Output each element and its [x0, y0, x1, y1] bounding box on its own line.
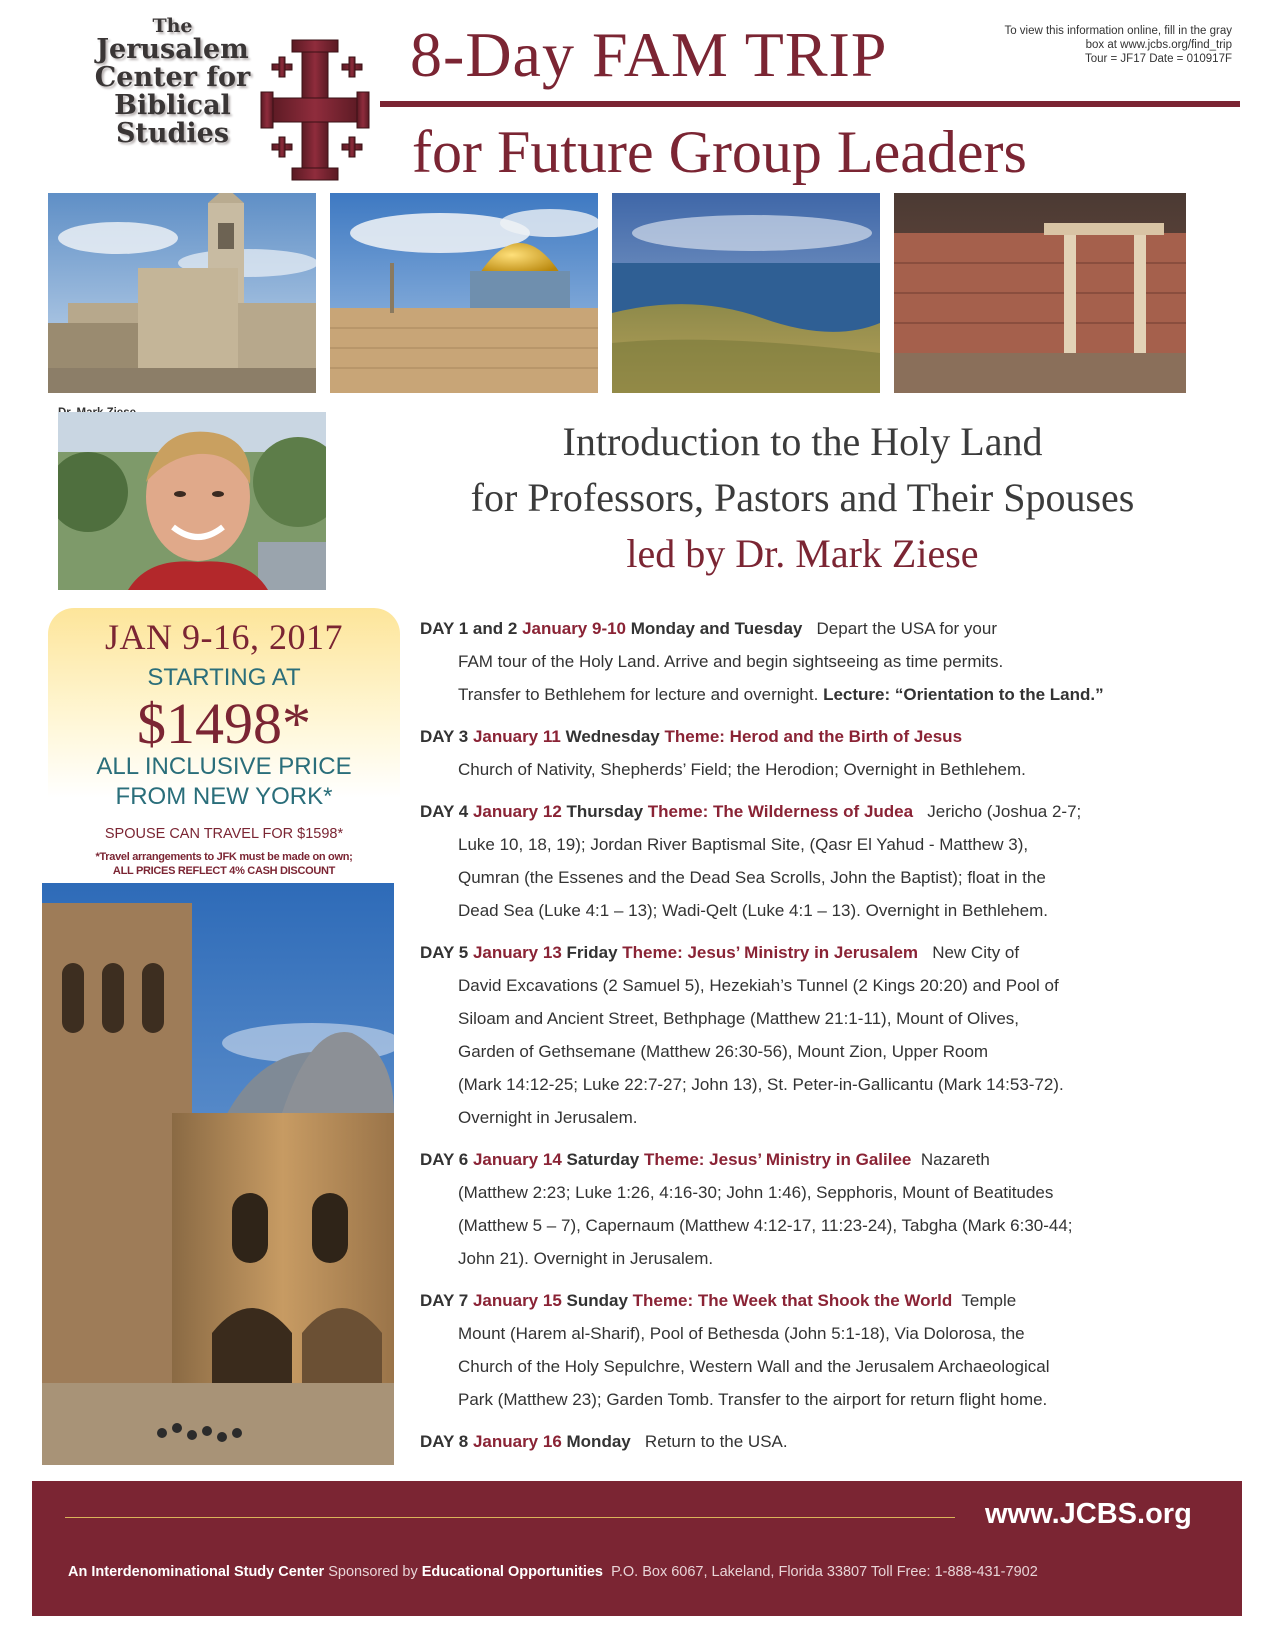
itinerary-day-7	[420, 1284, 1210, 1416]
online-note-line-2: box at www.jcbs.org/find_trip	[1085, 39, 1232, 51]
logo-line-biblical: Biblical	[114, 90, 231, 121]
day-label: DAY 1 and 2	[420, 619, 518, 638]
day-date: January 11	[472, 727, 561, 746]
day-text: (Matthew 5 – 7), Capernaum (Matthew 4:12-17, 11:23-24), Tabgha (Mark 6:30-44;	[458, 1216, 1073, 1235]
price-amount: $1498*	[137, 691, 311, 756]
logo-line-the: The	[152, 15, 193, 37]
day-text: Siloam and Ancient Street, Bethphage (Matthew 21:1-11), Mount of Olives,	[458, 1009, 1019, 1028]
day-theme: Theme: Jesus’ Ministry in Galilee	[644, 1150, 912, 1169]
price-fine-print	[48, 850, 400, 878]
day-text: Church of Nativity, Shepherds’ Field; the Herodion; Overnight in Bethlehem.	[458, 760, 1026, 779]
title-line-1: 8-Day FAM TRIP	[410, 19, 888, 90]
day-weekday: Monday	[566, 1432, 631, 1451]
day-date: January 9-10	[522, 619, 627, 638]
day-theme: Theme: Herod and the Birth of Jesus	[664, 727, 963, 746]
inclusive-line-1: ALL INCLUSIVE PRICE	[96, 753, 352, 780]
day-text: Luke 10, 18, 19); Jordan River Baptismal Site, (Qasr El Yahud - Matthew 3),	[458, 835, 1029, 854]
photo-instructor-portrait	[58, 412, 326, 590]
logo-line-jerusalem: Jerusalem	[96, 34, 249, 65]
fine-print-line-2: ALL PRICES REFLECT 4% CASH DISCOUNT	[112, 865, 336, 877]
day-text: Jericho (Joshua 2-7;	[927, 802, 1082, 821]
day-text: Park (Matthew 23); Garden Tomb. Transfer to the airport for return flight home.	[458, 1390, 1048, 1409]
photo-capernaum-synagogue	[894, 193, 1186, 393]
itinerary-day-8	[420, 1425, 1210, 1458]
inclusive-price-note	[48, 752, 400, 812]
day-weekday: Wednesday	[565, 727, 660, 746]
day-text: Dead Sea (Luke 4:1 – 13); Wadi-Qelt (Luke 4:1 – 13). Overnight in Bethlehem.	[458, 901, 1048, 920]
day-text: FAM tour of the Holy Land. Arrive and begin sightseeing as time permits.	[458, 652, 1004, 671]
day-text: New City of	[932, 943, 1020, 962]
footer-study-center: An Interdenominational Study Center	[68, 1564, 325, 1580]
day-text: Overnight in Jerusalem.	[458, 1108, 638, 1127]
online-note-line-1: To view this information online, fill in the gray	[1004, 25, 1232, 37]
footer-sponsor: Educational Opportunities	[421, 1564, 603, 1580]
day-text: John 21). Overnight in Jerusalem.	[458, 1249, 714, 1268]
day-label: DAY 4	[420, 802, 469, 821]
day-theme: Theme: The Week that Shook the World	[632, 1291, 953, 1310]
subtitle-line-2: for Professors, Pastors and Their Spouses	[470, 475, 1135, 520]
footer-sponsored-by: Sponsored by	[328, 1564, 418, 1580]
day-text: Nazareth	[920, 1150, 990, 1169]
day-weekday: Monday and Tuesday	[630, 619, 803, 638]
footer-sponsor-line	[68, 1564, 1038, 1580]
jcbs-logo	[55, 16, 375, 176]
inclusive-line-2: FROM NEW YORK*	[115, 783, 333, 810]
day-date: January 15	[472, 1291, 562, 1310]
itinerary-day-1-2	[420, 612, 1210, 711]
subtitle-line-1: Introduction to the Holy Land	[562, 419, 1043, 464]
jerusalem-cross-icon	[255, 36, 380, 186]
trip-dates: JAN 9-16, 2017	[105, 617, 343, 657]
day-date: January 16	[472, 1432, 562, 1451]
day-date: January 13	[472, 943, 562, 962]
photo-dome-of-the-rock	[330, 193, 598, 393]
itinerary-day-6	[420, 1143, 1210, 1275]
day-label: DAY 8	[420, 1432, 469, 1451]
day-label: DAY 6	[420, 1150, 469, 1169]
day-text: Return to the USA.	[644, 1432, 788, 1451]
online-note-line-3: Tour = JF17 Date = 010917F	[1084, 53, 1232, 65]
day-text: Mount (Harem al-Sharif), Pool of Bethesda (John 5:1-18), Via Dolorosa, the	[458, 1324, 1025, 1343]
online-info-note	[932, 24, 1232, 66]
day-date: January 12	[472, 802, 562, 821]
itinerary-day-3	[420, 720, 1210, 786]
itinerary-day-4	[420, 795, 1210, 927]
logo-line-center: Center for	[94, 62, 251, 93]
day-text: Garden of Gethsemane (Matthew 26:30-56), Mount Zion, Upper Room	[458, 1042, 989, 1061]
day-weekday: Sunday	[566, 1291, 628, 1310]
itinerary-day-5	[420, 936, 1210, 1134]
day-text: (Matthew 2:23; Luke 1:26, 4:16-30; John 1:46), Sepphoris, Mount of Beatitudes	[458, 1183, 1054, 1202]
title-divider	[380, 101, 1240, 107]
title-line-2: for Future Group Leaders	[412, 119, 1027, 185]
day-label: DAY 5	[420, 943, 469, 962]
spouse-price: SPOUSE CAN TRAVEL FOR $1598*	[104, 826, 344, 842]
day-weekday: Saturday	[566, 1150, 640, 1169]
itinerary	[420, 612, 1210, 1467]
day-label: DAY 3	[420, 727, 469, 746]
day-theme: Theme: Jesus’ Ministry in Jerusalem	[622, 943, 919, 962]
photo-holy-sepulchre	[42, 883, 394, 1465]
logo-line-studies: Studies	[115, 118, 230, 149]
day-weekday: Thursday	[566, 802, 644, 821]
starting-at-label: STARTING AT	[147, 664, 301, 691]
photo-bethlehem-church	[48, 193, 316, 393]
day-lecture: Lecture: “Orientation to the Land.”	[823, 685, 1104, 704]
footer-address: P.O. Box 6067, Lakeland, Florida 33807 Toll Free: 1-888-431-7902	[611, 1564, 1038, 1580]
subtitle-leader: led by Dr. Mark Ziese	[626, 531, 979, 576]
day-text: Qumran (the Essenes and the Dead Sea Scrolls, John the Baptist); float in the	[458, 868, 1046, 887]
day-theme: Theme: The Wilderness of Judea	[647, 802, 914, 821]
footer-website-link[interactable]: www.JCBS.org	[985, 1498, 1192, 1530]
day-text: Church of the Holy Sepulchre, Western Wall and the Jerusalem Archaeological	[458, 1357, 1050, 1376]
day-text: Temple	[961, 1291, 1017, 1310]
day-label: DAY 7	[420, 1291, 469, 1310]
fine-print-line-1: *Travel arrangements to JFK must be made on own;	[95, 851, 353, 863]
day-text: Transfer to Bethlehem for lecture and overnight.	[458, 685, 819, 704]
footer-divider	[65, 1517, 955, 1518]
day-date: January 14	[472, 1150, 562, 1169]
day-text: David Excavations (2 Samuel 5), Hezekiah’s Tunnel (2 Kings 20:20) and Pool of	[458, 976, 1059, 995]
day-text: (Mark 14:12-25; Luke 22:7-27; John 13), St. Peter-in-Gallicantu (Mark 14:53-72).	[458, 1075, 1064, 1094]
day-weekday: Friday	[566, 943, 618, 962]
photo-sea-of-galilee	[612, 193, 880, 393]
day-text: Depart the USA for your	[816, 619, 998, 638]
